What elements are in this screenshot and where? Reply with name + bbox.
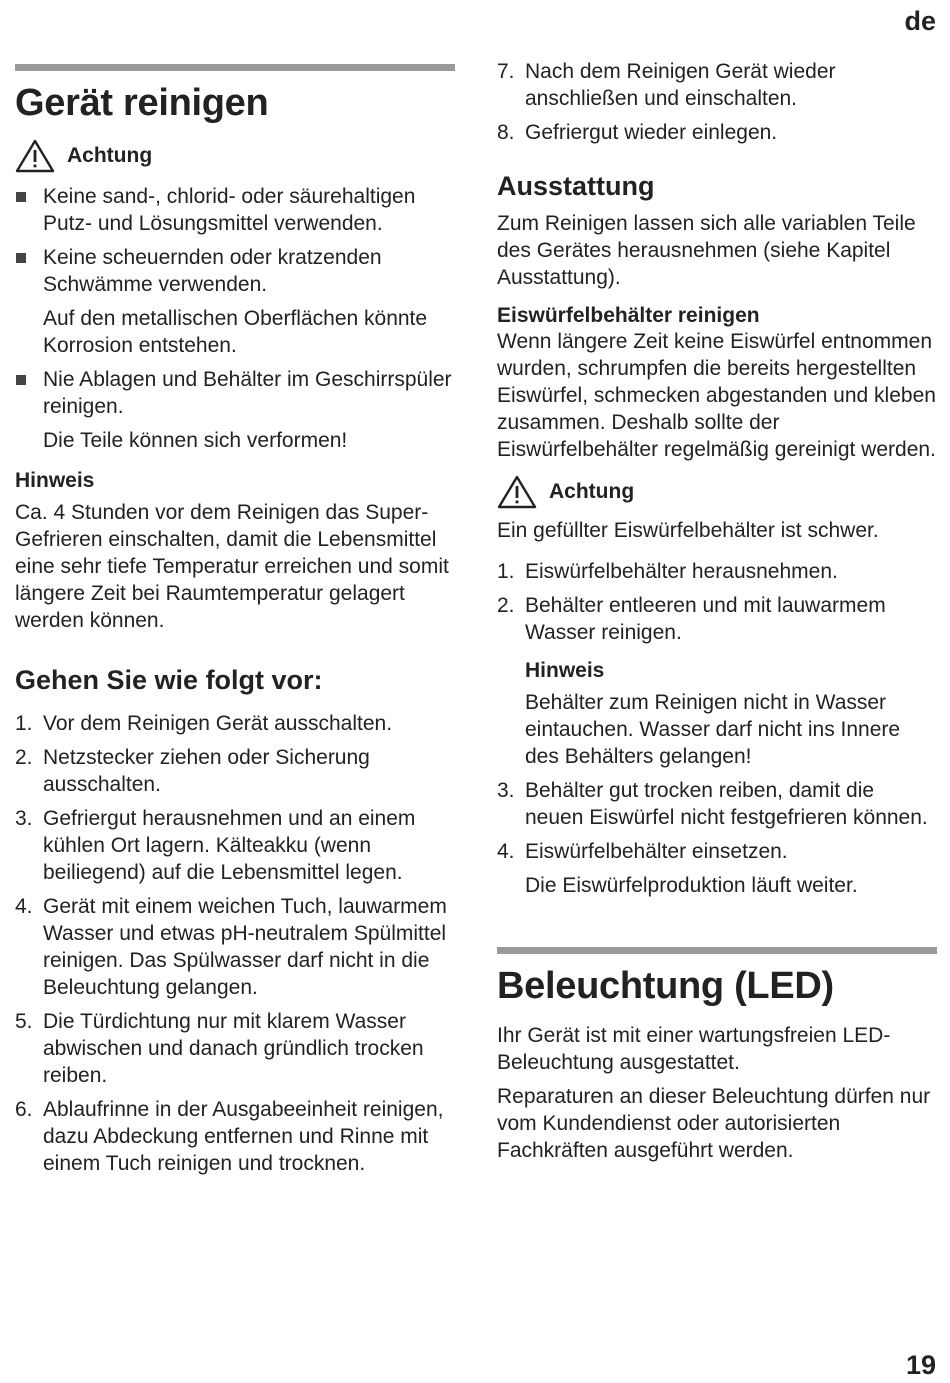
step-text: Gefriergut herausnehmen und an einem kühlen Ort lagern. Kälteakku (wenn beiliegend) auf die Lebensmittel legen.	[43, 807, 416, 885]
step-item	[497, 58, 937, 112]
step-text: Nach dem Reinigen Gerät wieder anschließen und einschalten.	[525, 60, 836, 110]
step-number: 7.	[497, 60, 515, 83]
step-text: Vor dem Reinigen Gerät ausschalten.	[43, 712, 393, 736]
warning-item-text: Keine sand-, chlorid- oder säurehaltigen Putz- und Lösungsmittel verwenden.	[43, 184, 416, 235]
step-text: Ablaufrinne in der Ausgabeeinheit reinigen, dazu Abdeckung entfernen und Rinne mit einem Tuch reinigen und trocknen.	[43, 1098, 444, 1176]
square-bullet-icon	[16, 192, 26, 202]
step-number: 2.	[497, 594, 515, 618]
warning-text: Ein gefüllter Eiswürfelbehälter ist schwer.	[497, 519, 879, 543]
step-item	[497, 558, 937, 585]
warning-block	[15, 139, 455, 173]
warning-item-text: Nie Ablagen und Behälter im Geschirrspüler reinigen.	[43, 367, 452, 418]
step-number: 6.	[15, 1098, 33, 1122]
step-item	[15, 893, 455, 1001]
hint-label: Hinweis	[15, 468, 95, 492]
section-title-led: Beleuchtung (LED)	[497, 965, 834, 1008]
led-paragraph-2: Reparaturen an dieser Beleuchtung dürfen nur vom Kundendienst oder autorisierten Fachkräften ausgeführt werden.	[497, 1085, 931, 1163]
warning-item	[15, 366, 455, 454]
step-item	[497, 119, 937, 146]
step-item	[15, 744, 455, 798]
step-number: 4.	[497, 840, 515, 864]
right-column	[497, 58, 937, 1164]
warning-item-text: Keine scheuernden oder kratzenden Schwämme verwenden.	[43, 245, 382, 296]
warning-item	[15, 183, 455, 237]
cleaning-steps	[15, 710, 455, 1177]
section-rule	[497, 947, 937, 954]
ice-heading: Eiswürfelbehälter reinigen	[497, 304, 760, 328]
step-number: 1.	[497, 560, 515, 584]
step-text: Eiswürfelbehälter herausnehmen.	[525, 560, 838, 584]
step-number: 1.	[15, 712, 33, 736]
warning-label: Achtung	[67, 143, 153, 167]
step-item	[15, 710, 455, 737]
warning-list	[15, 183, 455, 454]
step-text: Behälter gut trocken reiben, damit die neuen Eiswürfel nicht festgefrieren können.	[525, 779, 928, 830]
ausstattung-heading: Ausstattung	[497, 171, 655, 201]
led-paragraph-1: Ihr Gerät ist mit einer wartungsfreien LED-Beleuchtung ausgestattet.	[497, 1024, 891, 1075]
language-tag: de	[904, 6, 936, 36]
warning-label: Achtung	[549, 480, 635, 504]
warning-item-note: Die Teile können sich verformen!	[43, 428, 348, 452]
left-column	[15, 64, 455, 1184]
step-text: Die Türdichtung nur mit klarem Wasser abwischen und danach gründlich trocken reiben.	[43, 1010, 424, 1088]
step-text: Eiswürfelbehälter einsetzen.	[525, 840, 788, 864]
step-text: Behälter entleeren und mit lauwarmem Wasser reinigen.	[525, 594, 886, 645]
step-item	[497, 777, 937, 831]
hint-label: Hinweis	[525, 659, 605, 683]
step-text: Gefriergut wieder einlegen.	[525, 121, 778, 144]
warning-block	[497, 475, 937, 509]
ice-text: Wenn längere Zeit keine Eiswürfel entnommen wurden, schrumpfen die bereits hergestellten Eiswürfel, schmecken abgestanden und kleben zusammen. Deshalb sollte der Eiswürfelbehälter regelmäßig gereinigt werden.	[497, 330, 936, 462]
ice-steps-continued	[497, 777, 937, 865]
step-item	[15, 1096, 455, 1177]
ausstattung-text: Zum Reinigen lassen sich alle variablen Teile des Gerätes herausnehmen (siehe Kapitel Ausstattung).	[497, 212, 916, 290]
step-number: 8.	[497, 121, 515, 144]
step-text: Netzstecker ziehen oder Sicherung ausschalten.	[43, 746, 370, 797]
square-bullet-icon	[16, 253, 26, 263]
cleaning-steps-continued	[497, 58, 937, 146]
hint-text: Behälter zum Reinigen nicht in Wasser eintauchen. Wasser darf nicht ins Innere des Behälters gelangen!	[525, 691, 901, 769]
warning-triangle-icon	[497, 475, 537, 509]
section-rule	[15, 64, 455, 71]
step-item	[497, 838, 937, 865]
step-number: 4.	[15, 895, 33, 919]
hint-text: Ca. 4 Stunden vor dem Reinigen das Super-Gefrieren einschalten, damit die Lebensmittel eine sehr tiefe Temperatur erreichen und somit längere Zeit bei Raumtemperatur gelagert werden können.	[15, 500, 449, 632]
step-number: 5.	[15, 1010, 33, 1034]
ice-steps	[497, 558, 937, 646]
warning-item-note: Auf den metallischen Oberflächen könnte Korrosion entstehen.	[43, 306, 428, 357]
warning-item	[15, 244, 455, 359]
step-number: 2.	[15, 746, 33, 770]
section-title-cleaning: Gerät reinigen	[15, 82, 269, 124]
step-number: 3.	[497, 779, 515, 803]
step-text: Gerät mit einem weichen Tuch, lauwarmem Wasser und etwas pH-neutralem Spülmittel reinigen. Das Spülwasser darf nicht in die Beleuchtung gelangen.	[43, 895, 447, 1000]
warning-triangle-icon	[15, 139, 55, 173]
step-item	[497, 592, 937, 646]
page-number: 19	[905, 1350, 936, 1380]
ice-note: Die Eiswürfelproduktion läuft weiter.	[525, 874, 858, 898]
step-item	[15, 1008, 455, 1089]
step-item	[15, 805, 455, 886]
square-bullet-icon	[16, 375, 26, 385]
steps-heading: Gehen Sie wie folgt vor:	[15, 664, 323, 695]
step-number: 3.	[15, 807, 33, 831]
